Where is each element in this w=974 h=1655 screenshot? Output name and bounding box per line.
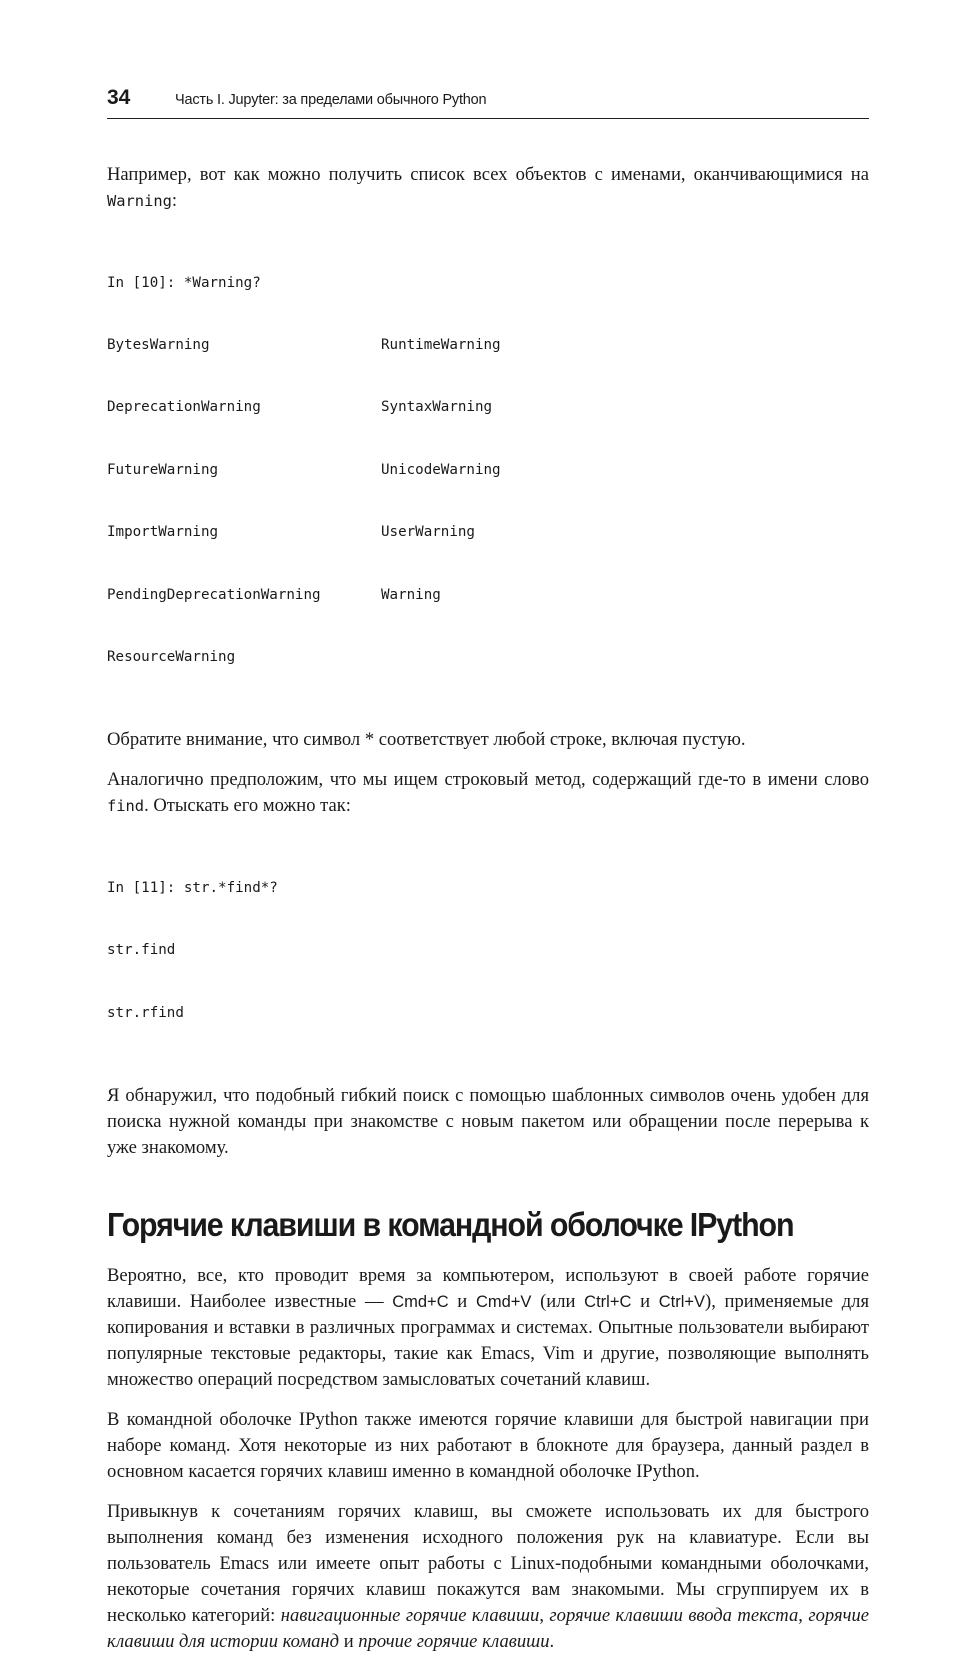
paragraph-hotkeys-intro xyxy=(107,1263,869,1393)
text-run: (или xyxy=(531,1291,585,1313)
book-page xyxy=(107,86,869,1655)
kbd-ctrl-c: Ctrl+C xyxy=(584,1293,632,1312)
paragraph-asterisk-note: Обратите внимание, что символ * соответствует любой строке, включая пустую. xyxy=(107,729,746,751)
text-run: . xyxy=(549,1631,555,1653)
code-cell: PendingDeprecationWarning xyxy=(107,586,321,603)
code-cell: RuntimeWarning xyxy=(381,336,501,353)
running-head xyxy=(107,86,869,119)
code-row xyxy=(107,397,869,418)
code-line: In [11]: str.*find*? xyxy=(107,879,278,896)
text-run: , xyxy=(798,1605,809,1627)
code-cell: ImportWarning xyxy=(107,524,219,541)
kbd-ctrl-v: Ctrl+V xyxy=(658,1293,706,1312)
paragraph-ipython-hotkeys: В командной оболочке IPython также имеются горячие клавиши для быстрой навигации при наборе команд. Хотя некоторые из них работают в блокноте для браузера, данный раздел в основном касается горячих клавиш именно в командной оболочке IPython. xyxy=(107,1409,869,1483)
text-run: и xyxy=(448,1291,476,1313)
code-cell: Warning xyxy=(381,586,441,603)
code-row xyxy=(107,522,869,543)
code-cell: FutureWarning xyxy=(107,461,219,478)
paragraph-intro-text: Например, вот как можно получить список всех объектов с именами, оканчивающимися на xyxy=(107,164,869,185)
inline-code-warning: Warning xyxy=(107,192,172,210)
code-cell: UserWarning xyxy=(381,524,475,541)
code-line: str.rfind xyxy=(107,1004,184,1021)
paragraph-intro xyxy=(107,162,869,214)
paragraph-find-text: Аналогично предположим, что мы ищем строковый метод, содержащий где-то в имени слово xyxy=(107,769,869,791)
code-cell: DeprecationWarning xyxy=(107,399,261,416)
running-head-title: Часть I. Jupyter: за пределами обычного Python xyxy=(175,92,487,108)
category-navigation: навигационные горячие клавиши xyxy=(280,1605,540,1627)
text-run: Вероятно, все, кто проводит время за компьютером, используют в своей работе горячие клавиши. Наиболее известные — xyxy=(107,1265,869,1313)
text-run: , xyxy=(539,1605,550,1627)
code-cell: SyntaxWarning xyxy=(381,399,493,416)
code-block-warning xyxy=(107,231,869,709)
paragraph-find-end: . Отыскать его можно так: xyxy=(144,795,351,817)
category-history: горячие клавиши для истории команд xyxy=(107,1605,870,1653)
code-cell: UnicodeWarning xyxy=(381,461,501,478)
page-number: 34 xyxy=(107,86,131,109)
code-row xyxy=(107,460,869,481)
category-text-input: горячие клавиши ввода текста xyxy=(549,1605,799,1627)
code-row xyxy=(107,585,869,606)
text-run: ), применяемые для копирования и вставки в различных программах и системах. Опытные пользователи выбирают популярные текстовые редакторы, такие как Emacs, Vim и другие, позволяющие выполнять множество операций посредством замысловатых сочетаний клавиш. xyxy=(107,1291,870,1391)
category-other: прочие горячие клавиши xyxy=(358,1631,550,1653)
code-row xyxy=(107,647,869,668)
section-heading: Горячие клавиши в командной оболочке IPython xyxy=(107,1206,794,1244)
paragraph-wildcard-search: Я обнаружил, что подобный гибкий поиск с помощью шаблонных символов очень удобен для поиска нужной команды при знакомстве с новым пакетом или обращении после перерыва к уже знакомому. xyxy=(107,1085,869,1159)
code-line: str.find xyxy=(107,942,176,959)
text-run: и xyxy=(339,1631,359,1653)
code-row xyxy=(107,335,869,356)
kbd-cmd-c: Cmd+C xyxy=(392,1293,449,1312)
code-cell: BytesWarning xyxy=(107,336,210,353)
paragraph-intro-end: : xyxy=(171,190,178,211)
code-prompt: In [10]: *Warning? xyxy=(107,274,261,291)
text-run: Привыкнув к сочетаниям горячих клавиш, вы сможете использовать их для быстрого выполнения команд без изменения исходного положения рук на клавиатуре. Если вы пользователь Emacs или имеете опыт работы с Linux-подобными командными оболочками, некоторые сочетания горячих клавиш покажутся вам знакомыми. Мы сгруппируем их в несколько категорий: xyxy=(107,1501,869,1627)
inline-code-find: find xyxy=(107,797,145,816)
code-block-find xyxy=(107,836,869,1065)
text-run: и xyxy=(631,1291,659,1313)
paragraph-hotkey-categories xyxy=(107,1499,869,1655)
kbd-cmd-v: Cmd+V xyxy=(475,1293,532,1312)
paragraph-find-method xyxy=(107,767,869,819)
code-cell: ResourceWarning xyxy=(107,648,236,665)
